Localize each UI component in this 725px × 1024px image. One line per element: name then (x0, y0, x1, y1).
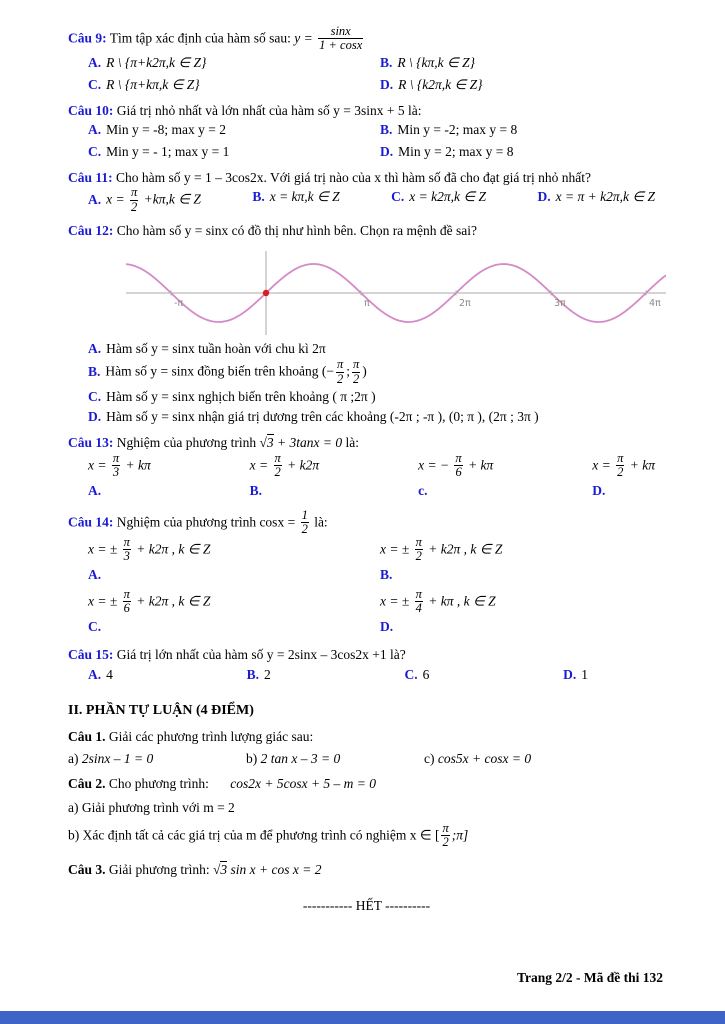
option-formula (380, 586, 665, 616)
option-a (88, 450, 151, 501)
question-10-options (68, 120, 665, 162)
question-14-options (68, 534, 665, 640)
option-a (88, 53, 380, 73)
essay-question-2-label: Câu 2. (68, 775, 106, 791)
part-b-tail: ;π] (451, 827, 469, 843)
option-text: Min y = -8; max y = 2 (106, 122, 226, 138)
option-letter: D. (592, 483, 606, 498)
svg-text:3π: 3π (554, 298, 566, 310)
option-text: ) (362, 364, 367, 380)
option-text: x = (249, 457, 269, 473)
option-formula (249, 450, 320, 480)
option-text: 2 (264, 667, 271, 682)
essay-question-2-formula: cos2x + 5cosx + 5 – m = 0 (230, 775, 377, 791)
part-marker: b) (246, 751, 258, 767)
question-11 (68, 168, 665, 188)
question-15-label: Câu 15: (68, 647, 114, 663)
option-b (252, 187, 339, 214)
option-letter: D. (380, 618, 394, 634)
question-13-text: Nghiệm của phương trình (116, 435, 257, 451)
essay-question-1-text: Giải các phương trình lượng giác sau: (108, 728, 314, 744)
fraction-denominator: 3 (123, 548, 130, 563)
fraction-denominator: 2 (617, 464, 624, 479)
option-text: + kπ , k ∈ Z (428, 593, 496, 609)
question-13-label: Câu 13: (68, 435, 114, 451)
question-10 (68, 101, 665, 121)
option-letter: D. (88, 408, 102, 424)
option-text: 1 (581, 667, 588, 682)
essay-question-2 (68, 774, 665, 794)
question-13 (68, 433, 665, 453)
essay-question-2-part-b (68, 820, 665, 850)
option-c (418, 450, 494, 501)
fraction-denominator: 4 (415, 600, 422, 615)
option-d (88, 407, 665, 427)
question-9 (68, 26, 665, 53)
option-text: x = (592, 457, 611, 473)
essay-question-3-formula: sin x + cos x = 2 (230, 862, 322, 878)
question-15 (68, 645, 665, 665)
question-12 (68, 221, 665, 241)
option-d (380, 586, 665, 637)
part-marker: a) (68, 751, 79, 767)
option-c (88, 75, 380, 95)
question-10-text: Giá trị nhỏ nhất và lớn nhất của hàm số y = 3sinx + 5 là: (116, 102, 422, 118)
fraction-numerator: π (274, 450, 281, 465)
fraction (112, 452, 120, 479)
option-text: x = k2π,k ∈ Z (409, 189, 487, 205)
section-2-title: II. PHẦN TỰ LUẬN (4 ĐIỂM) (68, 703, 254, 719)
end-marker: ----------- HẾT ---------- (302, 897, 431, 913)
question-14 (68, 507, 665, 537)
part-formula: 2sinx – 1 = 0 (81, 751, 154, 767)
option-letter: D. (380, 76, 394, 92)
fraction (130, 186, 138, 213)
option-b (247, 665, 271, 685)
option-d (380, 75, 665, 95)
option-letter: A. (88, 667, 102, 682)
svg-text:π: π (364, 298, 370, 310)
origin-point (263, 290, 269, 296)
fraction-numerator: π (442, 820, 449, 835)
option-a (88, 187, 201, 214)
fraction (415, 588, 423, 615)
essay-question-1 (68, 727, 665, 747)
option-text: x = ± (88, 541, 118, 557)
option-text: Hàm số y = sinx đồng biến trên khoảng (− (105, 364, 334, 380)
option-b (380, 53, 665, 73)
option-text: + k2π , k ∈ Z (136, 541, 211, 557)
fraction-numerator: π (123, 534, 130, 549)
part-a (68, 749, 246, 769)
essay-question-2-part-a: a) Giải phương trình với m = 2 (68, 800, 235, 816)
question-11-label: Câu 11: (68, 169, 113, 185)
option-text: x = (106, 192, 125, 208)
option-letter: A. (88, 483, 102, 498)
fraction-denominator: 1 + cosx (319, 38, 363, 53)
page-footer: Trang 2/2 - Mã đề thi 132 (517, 970, 663, 985)
question-9-text: Tìm tập xác định của hàm số sau: (109, 30, 291, 46)
question-14-label: Câu 14: (68, 514, 114, 530)
fraction-denominator: 2 (301, 521, 308, 536)
option-text: x = ± (380, 541, 410, 557)
fraction-numerator: π (123, 586, 130, 601)
fraction-denominator: 2 (415, 548, 422, 563)
option-formula (88, 450, 151, 480)
option-letter: B. (380, 55, 393, 71)
fraction-denominator: 6 (455, 464, 462, 479)
option-text: x = − (418, 457, 450, 473)
question-12-text: Cho hàm số y = sinx có đồ thị như hình bên. Chọn ra mệnh đề sai? (116, 222, 478, 238)
option-text: R \ {k2π,k ∈ Z} (398, 76, 483, 92)
essay-question-3 (68, 860, 665, 880)
option-text: + kπ (125, 457, 151, 473)
option-b (88, 359, 665, 386)
option-formula (88, 534, 380, 564)
option-letter: C. (88, 618, 102, 634)
question-9-options (68, 53, 665, 95)
fraction-denominator: 6 (123, 600, 130, 615)
option-formula (380, 534, 665, 564)
option-letter: B. (380, 122, 393, 138)
option-c (88, 387, 665, 407)
svg-text:-π: -π (174, 298, 184, 310)
option-text: R \ {π+k2π,k ∈ Z} (106, 55, 207, 71)
option-c (391, 187, 486, 214)
option-letter: D. (380, 143, 394, 159)
fraction-numerator: π (415, 586, 422, 601)
question-12-options (68, 339, 665, 427)
option-letter: B. (252, 189, 265, 205)
fraction (318, 25, 363, 52)
fraction (336, 358, 344, 385)
option-text: 4 (106, 667, 113, 682)
part-c (424, 749, 602, 769)
radical-argument: 3 (220, 862, 228, 878)
option-d (592, 450, 655, 501)
option-letter: B. (249, 483, 263, 498)
option-text: R \ {π+kπ,k ∈ Z} (106, 76, 200, 92)
radical-argument: 3 (266, 435, 274, 451)
fraction (352, 358, 360, 385)
option-text: + kπ (629, 457, 655, 473)
fraction-denominator: 2 (336, 371, 344, 386)
option-c (88, 142, 380, 162)
option-letter: A. (88, 192, 102, 208)
option-text: Hàm số y = sinx nghịch biến trên khoảng ( π ;2π ) (106, 388, 376, 404)
option-formula (88, 586, 380, 616)
option-text: Min y = 2; max y = 8 (398, 143, 514, 159)
option-text: Hàm số y = sinx nhận giá trị dương trên các khoảng (-2π ; -π ), (0; π ), (2π ; 3π ) (106, 408, 539, 424)
option-letter: A. (88, 55, 102, 71)
question-9-formula-prefix: y = (294, 30, 313, 46)
bottom-bar (0, 1011, 725, 1024)
option-a (88, 665, 113, 685)
option-a (88, 534, 380, 585)
option-a (88, 120, 380, 140)
question-13-tail: là: (345, 435, 359, 451)
fraction-numerator: π (352, 357, 360, 372)
question-12-label: Câu 12: (68, 222, 114, 238)
fraction-denominator: 3 (112, 464, 120, 479)
option-a (88, 339, 665, 359)
fraction-denominator: 2 (130, 199, 138, 214)
essay-question-3-label: Câu 3. (68, 862, 106, 878)
option-text: x = kπ,k ∈ Z (269, 189, 340, 205)
option-letter: c. (418, 483, 428, 498)
part-b (246, 749, 424, 769)
option-text: 6 (422, 667, 430, 682)
option-d (537, 187, 655, 214)
option-letter: C. (88, 388, 102, 404)
question-14-tail: là: (314, 514, 328, 530)
option-text: + k2π , k ∈ Z (136, 593, 211, 609)
fraction-numerator: π (112, 450, 120, 465)
fraction (441, 822, 449, 849)
essay-question-3-text: Giải phương trình: (108, 862, 210, 878)
option-b (380, 120, 665, 140)
question-13-options (68, 450, 665, 504)
radical: √3 (259, 435, 274, 451)
option-formula (592, 450, 655, 480)
option-text: x = π + k2π,k ∈ Z (555, 189, 655, 205)
question-13-formula: + 3tanx = 0 (277, 435, 343, 451)
fraction-numerator: π (455, 450, 462, 465)
fraction (123, 588, 131, 615)
question-15-options (68, 665, 598, 685)
question-11-text: Cho hàm số y = 1 – 3cos2x. Với giá trị nào của x thì hàm số đã cho đạt giá trị nhỏ nhất? (116, 169, 591, 185)
fraction (454, 452, 462, 479)
part-marker: c) (424, 751, 435, 767)
fraction (415, 536, 423, 563)
option-text: Hàm số y = sinx tuần hoàn với chu kì 2π (106, 341, 326, 357)
option-letter: B. (88, 364, 101, 380)
option-letter: B. (380, 567, 393, 583)
option-letter: D. (563, 667, 577, 682)
question-14-text: Nghiệm của phương trình cosx = (116, 514, 296, 530)
fraction (301, 509, 309, 536)
option-formula (418, 450, 494, 480)
fraction (274, 452, 282, 479)
essay-question-1-parts (68, 749, 665, 769)
separator: ; (346, 364, 350, 380)
question-10-label: Câu 10: (68, 102, 114, 118)
fraction-numerator: π (130, 185, 138, 200)
question-11-options (68, 187, 665, 214)
option-text: x = (88, 457, 107, 473)
fraction-denominator: 2 (274, 464, 281, 479)
fraction-denominator: 2 (352, 371, 360, 386)
option-text: +kπ,k ∈ Z (143, 192, 201, 208)
option-text: + kπ (468, 457, 494, 473)
option-letter: C. (88, 76, 102, 92)
fraction-numerator: π (415, 534, 422, 549)
option-d (563, 665, 588, 685)
option-text: x = ± (88, 593, 118, 609)
fraction-denominator: 2 (442, 834, 449, 849)
option-letter: A. (88, 341, 102, 357)
option-letter: A. (88, 567, 102, 583)
part-formula: 2 tan x – 3 = 0 (260, 751, 341, 767)
fraction (123, 536, 131, 563)
part-b-text: b) Xác định tất cả các giá trị của m để phương trình có nghiệm x ∈ [ (68, 827, 440, 843)
fraction-numerator: 1 (301, 507, 308, 522)
option-text: x = ± (380, 593, 410, 609)
fraction (616, 452, 624, 479)
option-text: + k2π , k ∈ Z (428, 541, 503, 557)
option-b (380, 534, 665, 585)
svg-text:4π: 4π (649, 298, 661, 310)
option-text: Min y = - 1; max y = 1 (106, 143, 230, 159)
part-formula: cos5x + cosx = 0 (437, 751, 532, 767)
essay-question-1-label: Câu 1. (68, 728, 106, 744)
option-c (88, 586, 380, 637)
option-c (404, 665, 429, 685)
question-9-label: Câu 9: (68, 30, 107, 46)
option-text: + k2π (287, 457, 320, 473)
option-letter: D. (537, 189, 551, 205)
question-15-text: Giá trị lớn nhất của hàm số y = 2sinx – 3cos2x +1 là? (116, 647, 406, 663)
fraction-numerator: π (336, 357, 344, 372)
fraction-numerator: π (617, 450, 624, 465)
sine-graph (126, 245, 666, 337)
option-text: Min y = -2; max y = 8 (397, 122, 518, 138)
option-b (249, 450, 320, 501)
option-letter: C. (391, 189, 405, 205)
option-letter: A. (88, 122, 102, 138)
option-d (380, 142, 665, 162)
svg-text:2π: 2π (459, 298, 471, 310)
fraction-numerator: sinx (330, 24, 351, 38)
option-text: R \ {kπ,k ∈ Z} (397, 55, 476, 71)
option-letter: C. (88, 143, 102, 159)
essay-question-2-text: Cho phương trình: (108, 775, 209, 791)
option-letter: B. (246, 667, 259, 682)
option-letter: C. (404, 667, 418, 682)
radical: √3 (212, 862, 228, 878)
